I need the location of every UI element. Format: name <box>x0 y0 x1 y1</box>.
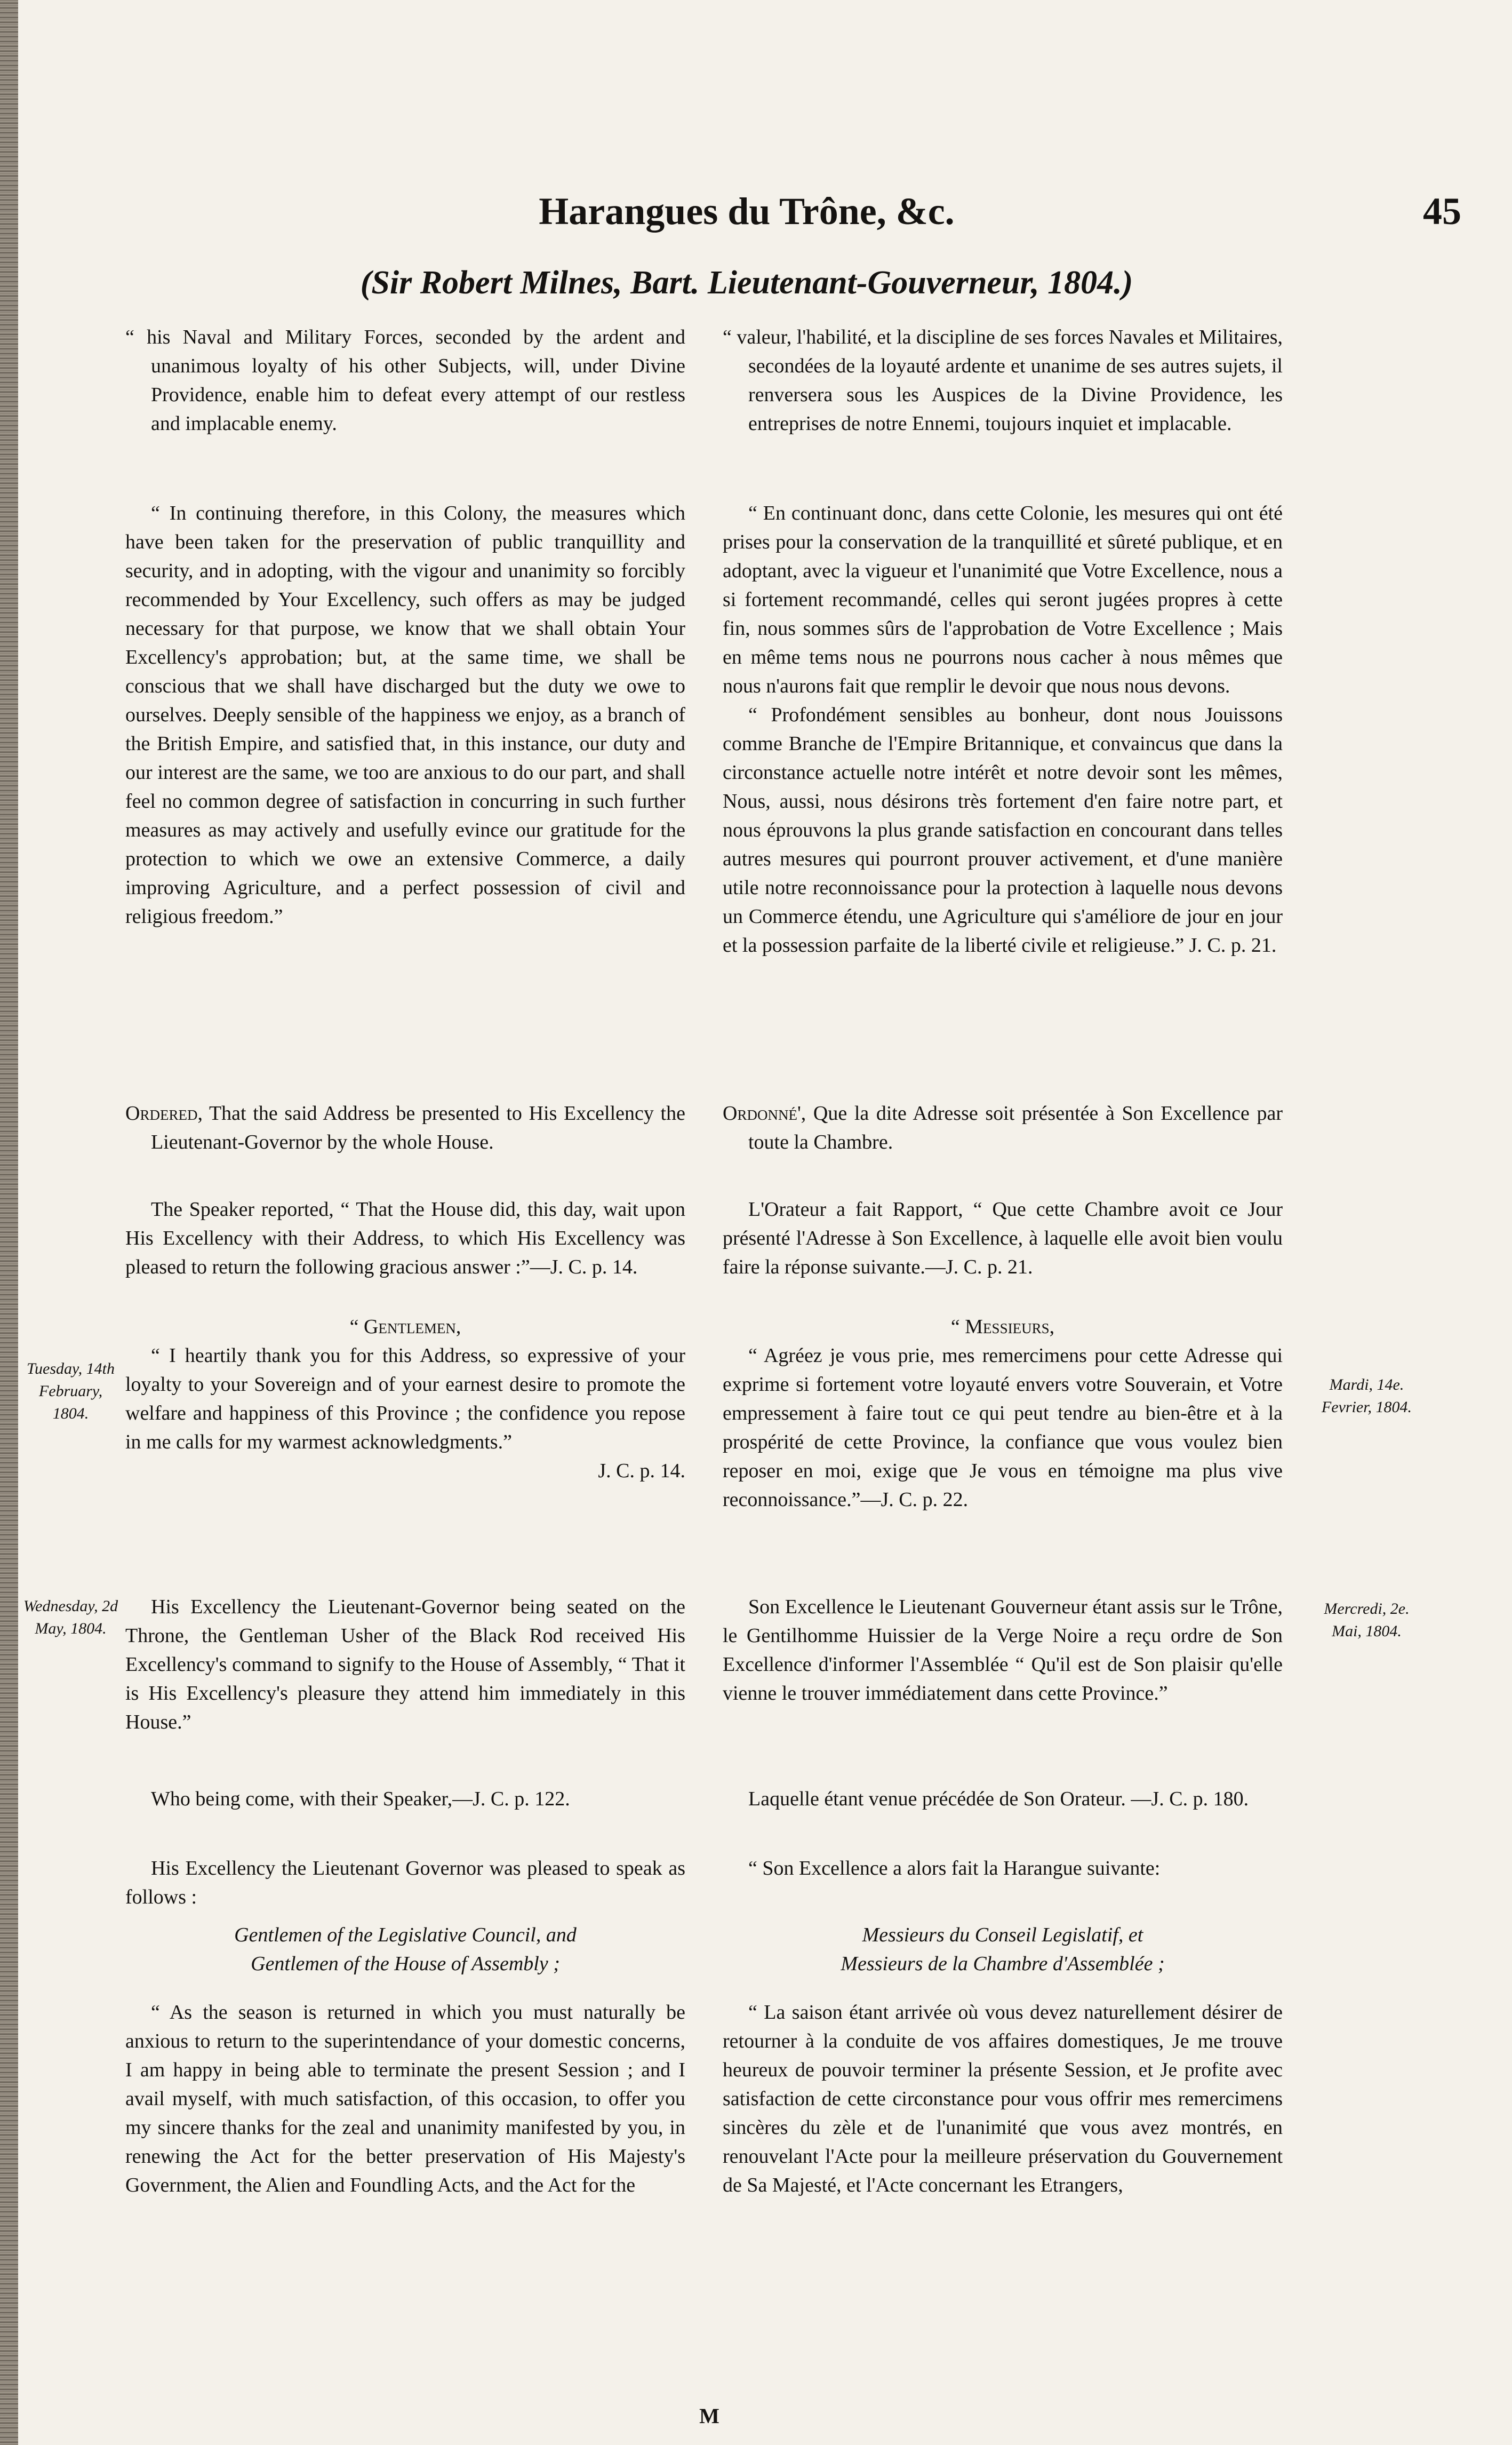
running-title: Harangues du Trône, &c. <box>539 190 955 233</box>
block-9-english <box>125 1998 685 2200</box>
paragraph: Laquelle étant venue précédée de Son Orateur. —J. C. p. 180. <box>748 1788 1249 1810</box>
paragraph: L'Orateur a fait Rapport, “ Que cette Chambre avoit ce Jour présenté l'Adresse à Son Excellence, à laquelle elle avoit bien voulu faire la réponse suivante.—J. C. p. 21. <box>723 1198 1283 1278</box>
block-7-french <box>723 1854 1283 1883</box>
signature-mark: M <box>699 2404 719 2428</box>
paragraph: “ Agréez je vous prie, mes remercimens pour cette Adresse qui exprime si fortement votre loyauté envers votre Souverain, et Votre empressement à faire tout ce qui peut tendre au bien-être et à la prospérité de cette Province, la confiance que vous voulez bien reposer en moi, exige que Je vous en témoigne ma plus vive reconnoissance.”—J. C. p. 22. <box>723 1344 1283 1511</box>
block-6-french <box>723 1785 1283 1813</box>
paragraph: His Excellency the Lieutenant Governor was pleased to speak as follows : <box>125 1857 685 1908</box>
block-8-french <box>723 1921 1283 1978</box>
paragraph: The Speaker reported, “ That the House did, this day, wait upon His Excellency with their Address, to which His Excellency was pleased to return the following gracious answer :”—J. C. p. 14. <box>125 1198 685 1278</box>
paragraph: Que la dite Adresse soit présentée à Son Excellence par toute la Chambre. <box>748 1102 1283 1153</box>
running-subheader: (Sir Robert Milnes, Bart. Lieutenant-Gouverneur, 1804.) <box>360 265 1133 301</box>
block-0-french <box>723 323 1283 438</box>
block-5-french <box>723 1592 1283 1708</box>
paragraph: “ As the season is returned in which you must naturally be anxious to return to the superintendance of your domestic concerns, I am happy in being able to terminate the present Session ; and I avail myself, with much satisfaction, of this occasion, to offer you my sincere thanks for the zeal and unanimity manifested by you, in renewing the Act for the better preservation of His Majesty's Government, the Alien and Foundling Acts, and the Act for the <box>125 2001 685 2196</box>
margin-date-tuesday: Tuesday, 14th February, 1804. <box>26 1360 115 1422</box>
ordonne-label: Ordonné', <box>723 1102 806 1125</box>
block-6-english <box>125 1785 685 1813</box>
paragraph: “ Profondément sensibles au bonheur, dont nous Jouissons comme Branche de l'Empire Britannique, et convaincus que dans la circonstance actuelle notre intérêt et notre devoir sont les mêmes, Nous, aussi, nous désirons très fortement d'en faire notre part, et nous éprouvons la plus grande satisfaction en concourant dans telles autres mesures qui pourront prouver activement, et d'une manière utile notre reconnoissance pour la protection à laquelle nous devons un Commerce étendu, une Agriculture qui s'améliore de jour en jour et la possession parfaite de la liberté civile et religieuse.” J. C. p. 21. <box>723 704 1283 957</box>
paragraph: “ La saison étant arrivée où vous devez naturellement désirer de retourner à la conduite de vos affaires domestiques, Je me trouve heureux de pouvoir terminer la présente Session, et Je profite avec satisfaction de cette circonstance pour vous offrir mes remercimens sincères du zèle et de l'unanimité que vous avez montrés, en renouvelant l'Acte pour la meilleure préservation du Gouvernement de Sa Majesté, et l'Acte concernant les Etrangers, <box>723 2001 1283 2196</box>
block-1-french <box>723 499 1283 960</box>
paragraph: His Excellency the Lieutenant-Governor being seated on the Throne, the Gentleman Usher of the Black Rod received His Excellency's command to signify to the House of Assembly, “ That it is His Excellency's pleasure they attend him immediately in this House.” <box>125 1596 685 1733</box>
block-8-english <box>125 1921 685 1978</box>
paragraph: “ En continuant donc, dans cette Colonie, les mesures qui ont été prises pour la conservation de la tranquillité et sûreté publique, et en adoptant, avec la vigueur et l'unanimité que Votre Excellence, nous a si fortement recommandé, celles qui seront jugées propres à cette fin, nous sommes sûrs de l'approbation de Votre Excellence ; Mais en même tems nous ne pourrons nous cacher à nous mêmes que nous n'aurons fait que remplir le devoir que nous nous devons. <box>723 502 1283 697</box>
block-9-french <box>723 1998 1283 2200</box>
margin-date-mercredi: Mercredi, 2e. Mai, 1804. <box>1324 1600 1410 1640</box>
paragraph: “ his Naval and Military Forces, seconded by the ardent and unanimous loyalty of his other Subjects, will, under Divine Providence, enable him to defeat every attempt of our restless and implacable enemy. <box>125 326 685 435</box>
ordered-label: Ordered, <box>125 1102 203 1125</box>
block-7-english <box>125 1854 685 1912</box>
address-heading: Messieurs de la Chambre d'Assemblée ; <box>841 1953 1165 1975</box>
paragraph: “ valeur, l'habilité, et la discipline de ses forces Navales et Militaires, secondées de la loyauté ardente et unanime de ses autres sujets, il renversera sous les Auspices de la Divine Providence, les entreprises de notre Ennemi, toujours inquiet et implacable. <box>723 326 1283 435</box>
book-spine-edge <box>0 0 18 2445</box>
journal-reference: J. C. p. 14. <box>598 1460 685 1482</box>
salutation: “ Gentlemen, <box>349 1316 461 1338</box>
paragraph: Who being come, with their Speaker,—J. C. p. 122. <box>151 1788 570 1810</box>
margin-date-mardi: Mardi, 14e. Fevrier, 1804. <box>1321 1376 1412 1416</box>
block-1-english <box>125 499 685 931</box>
paragraph: That the said Address be presented to His Excellency the Lieutenant-Governor by the whole House. <box>151 1102 685 1153</box>
block-3-english <box>125 1195 685 1281</box>
address-heading: Messieurs du Conseil Legislatif, et <box>862 1924 1143 1946</box>
paragraph: “ I heartily thank you for this Address, so expressive of your loyalty to your Sovereign and of your earnest desire to promote the welfare and happiness of this Province ; the confidence you repose in me calls for my warmest acknowledgments.” <box>125 1344 685 1453</box>
paragraph: “ In continuing therefore, in this Colony, the measures which have been taken for the preservation of public tranquillity and security, and in adopting, with the vigour and unanimity so forcibly recommended by Your Excellency, such offers as may be judged necessary for that purpose, we know that we shall obtain Your Excellency's approbation; but, at the same time, we shall be conscious that we shall have discharged but the duty we owe to ourselves. Deeply sensible of the happiness we enjoy, as a branch of the British Empire, and satisfied that, in this instance, our duty and our interest are the same, we too are anxious to do our part, and shall feel no common degree of satisfaction in concurring in such further measures as may actively and usefully evince our gratitude for the protection to which we owe an extensive Commerce, a daily improving Agriculture, and a perfect possession of civil and religious freedom.” <box>125 502 685 928</box>
block-4-french <box>723 1312 1283 1514</box>
block-3-french <box>723 1195 1283 1281</box>
block-4-english <box>125 1312 685 1485</box>
margin-date-wednesday: Wednesday, 2d May, 1804. <box>23 1597 118 1637</box>
address-heading: Gentlemen of the House of Assembly ; <box>251 1953 560 1975</box>
salutation: “ Messieurs, <box>950 1316 1055 1338</box>
paragraph: Son Excellence le Lieutenant Gouverneur étant assis sur le Trône, le Gentilhomme Huissier de la Verge Noire a reçu ordre de Son Excellence d'informer l'Assemblée “ Qu'il est de Son plaisir qu'elle vienne le trouver immédiatement dans cette Province.” <box>723 1596 1283 1705</box>
block-2-english <box>125 1099 685 1157</box>
paragraph: “ Son Excellence a alors fait la Harangue suivante: <box>748 1857 1161 1879</box>
block-0-english <box>125 323 685 438</box>
address-heading: Gentlemen of the Legislative Council, and <box>234 1924 577 1946</box>
block-2-french <box>723 1099 1283 1157</box>
page-number: 45 <box>1423 190 1461 233</box>
block-5-english <box>125 1592 685 1737</box>
